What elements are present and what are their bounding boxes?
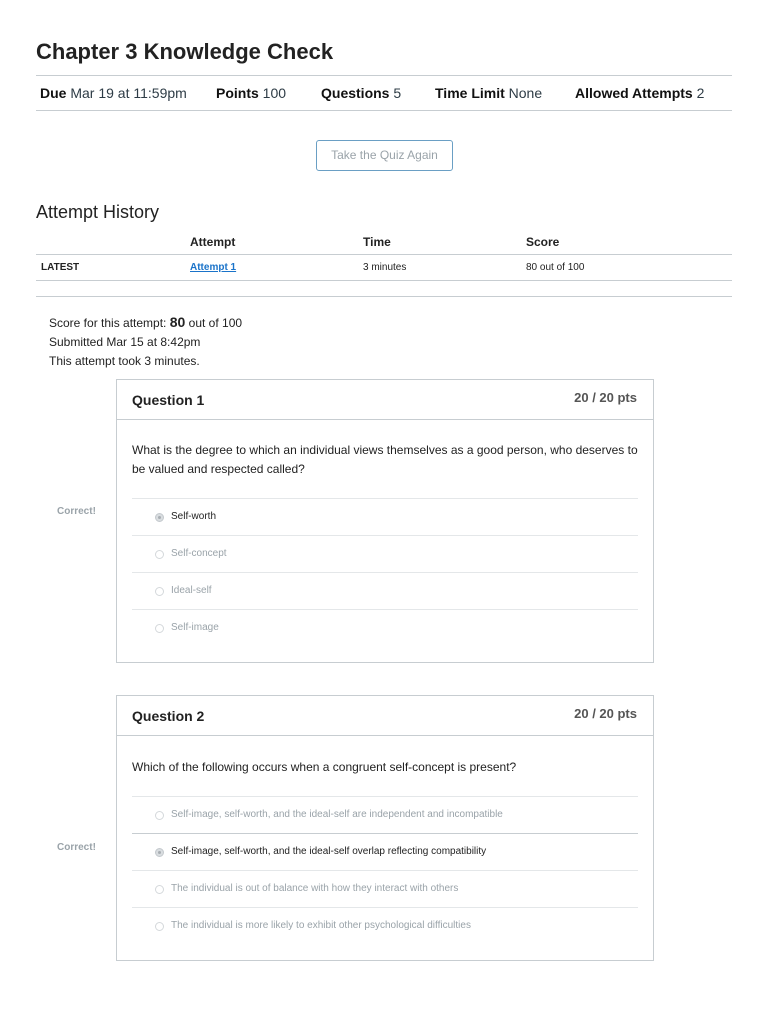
answer-list xyxy=(132,796,638,944)
answer-option[interactable] xyxy=(132,907,638,944)
answer-label: Self-concept xyxy=(171,548,227,559)
question-points: 20 / 20 pts xyxy=(574,706,637,721)
answer-option[interactable] xyxy=(132,609,638,646)
answer-option[interactable] xyxy=(132,498,638,535)
table-divider xyxy=(36,280,732,281)
answer-option[interactable] xyxy=(132,535,638,572)
answer-option[interactable] xyxy=(132,572,638,609)
answer-label: Self-image xyxy=(171,622,219,633)
question-title: Question 1 xyxy=(132,392,205,408)
section-divider xyxy=(36,296,732,297)
radio-button[interactable] xyxy=(155,922,164,931)
question-card xyxy=(116,695,654,961)
column-header-score: Score xyxy=(526,235,560,249)
score-suffix: out of 100 xyxy=(188,316,243,330)
radio-button[interactable] xyxy=(155,587,164,596)
time-limit-value: None xyxy=(508,85,543,101)
attempt-time: 3 minutes xyxy=(363,262,407,273)
points-value: 100 xyxy=(262,85,287,101)
allowed-attempts-info xyxy=(575,85,704,101)
column-header-attempt: Attempt xyxy=(190,235,236,249)
due-info xyxy=(40,85,187,101)
allowed-attempts-value: 2 xyxy=(696,85,705,101)
question-title: Question 2 xyxy=(132,708,205,724)
answer-label: Self-image, self-worth, and the ideal-self are independent and incompatible xyxy=(171,809,503,820)
answer-label: The individual is out of balance with how they interact with others xyxy=(171,883,459,894)
attempt-score: 80 out of 100 xyxy=(526,262,585,273)
question-header xyxy=(117,696,653,736)
submitted-line: Submitted Mar 15 at 8:42pm xyxy=(49,335,201,349)
question-card xyxy=(116,379,654,663)
correct-indicator: Correct! xyxy=(57,506,96,517)
questions-value: 5 xyxy=(393,85,402,101)
attempt-history-title: Attempt History xyxy=(36,202,160,222)
points-info xyxy=(216,85,286,101)
question-text: Which of the following occurs when a congruent self-concept is present? xyxy=(132,760,517,774)
question-header xyxy=(117,380,653,420)
radio-button[interactable] xyxy=(155,550,164,559)
radio-button[interactable] xyxy=(155,513,164,522)
attempt-summary xyxy=(49,313,242,371)
allowed-attempts-label: Allowed Attempts xyxy=(575,85,693,101)
time-limit-label: Time Limit xyxy=(435,85,505,101)
correct-indicator: Correct! xyxy=(57,842,96,853)
take-quiz-again-button[interactable]: Take the Quiz Again xyxy=(316,140,453,171)
radio-button[interactable] xyxy=(155,848,164,857)
table-divider xyxy=(36,254,732,255)
points-label: Points xyxy=(216,85,259,101)
score-line xyxy=(49,313,242,333)
answer-list xyxy=(132,498,638,646)
answer-option[interactable] xyxy=(132,833,638,870)
due-label: Due xyxy=(40,85,67,101)
attempt-link[interactable]: Attempt 1 xyxy=(190,262,237,273)
questions-info xyxy=(321,85,401,101)
score-value: 80 xyxy=(169,314,186,330)
score-prefix: Score for this attempt: xyxy=(49,316,167,330)
answer-option[interactable] xyxy=(132,870,638,907)
answer-label: The individual is more likely to exhibit other psychological difficulties xyxy=(171,920,471,931)
question-points: 20 / 20 pts xyxy=(574,390,637,405)
answer-label: Self-worth xyxy=(171,511,217,522)
due-value: Mar 19 at 11:59pm xyxy=(70,85,187,101)
answer-option[interactable] xyxy=(132,796,638,833)
quiz-meta-bar xyxy=(36,75,732,111)
column-header-time: Time xyxy=(363,235,391,249)
radio-button[interactable] xyxy=(155,624,164,633)
radio-button[interactable] xyxy=(155,885,164,894)
question-text: What is the degree to which an individual views themselves as a good person, who deserves to be valued and respected called? xyxy=(132,443,638,476)
questions-label: Questions xyxy=(321,85,390,101)
answer-label: Ideal-self xyxy=(171,585,212,596)
time-limit-info xyxy=(435,85,542,101)
answer-label: Self-image, self-worth, and the ideal-self overlap reflecting compatibility xyxy=(171,846,487,857)
page-title: Chapter 3 Knowledge Check xyxy=(36,39,334,64)
radio-button[interactable] xyxy=(155,811,164,820)
duration-line: This attempt took 3 minutes. xyxy=(49,354,200,368)
latest-tag: LATEST xyxy=(41,262,80,273)
